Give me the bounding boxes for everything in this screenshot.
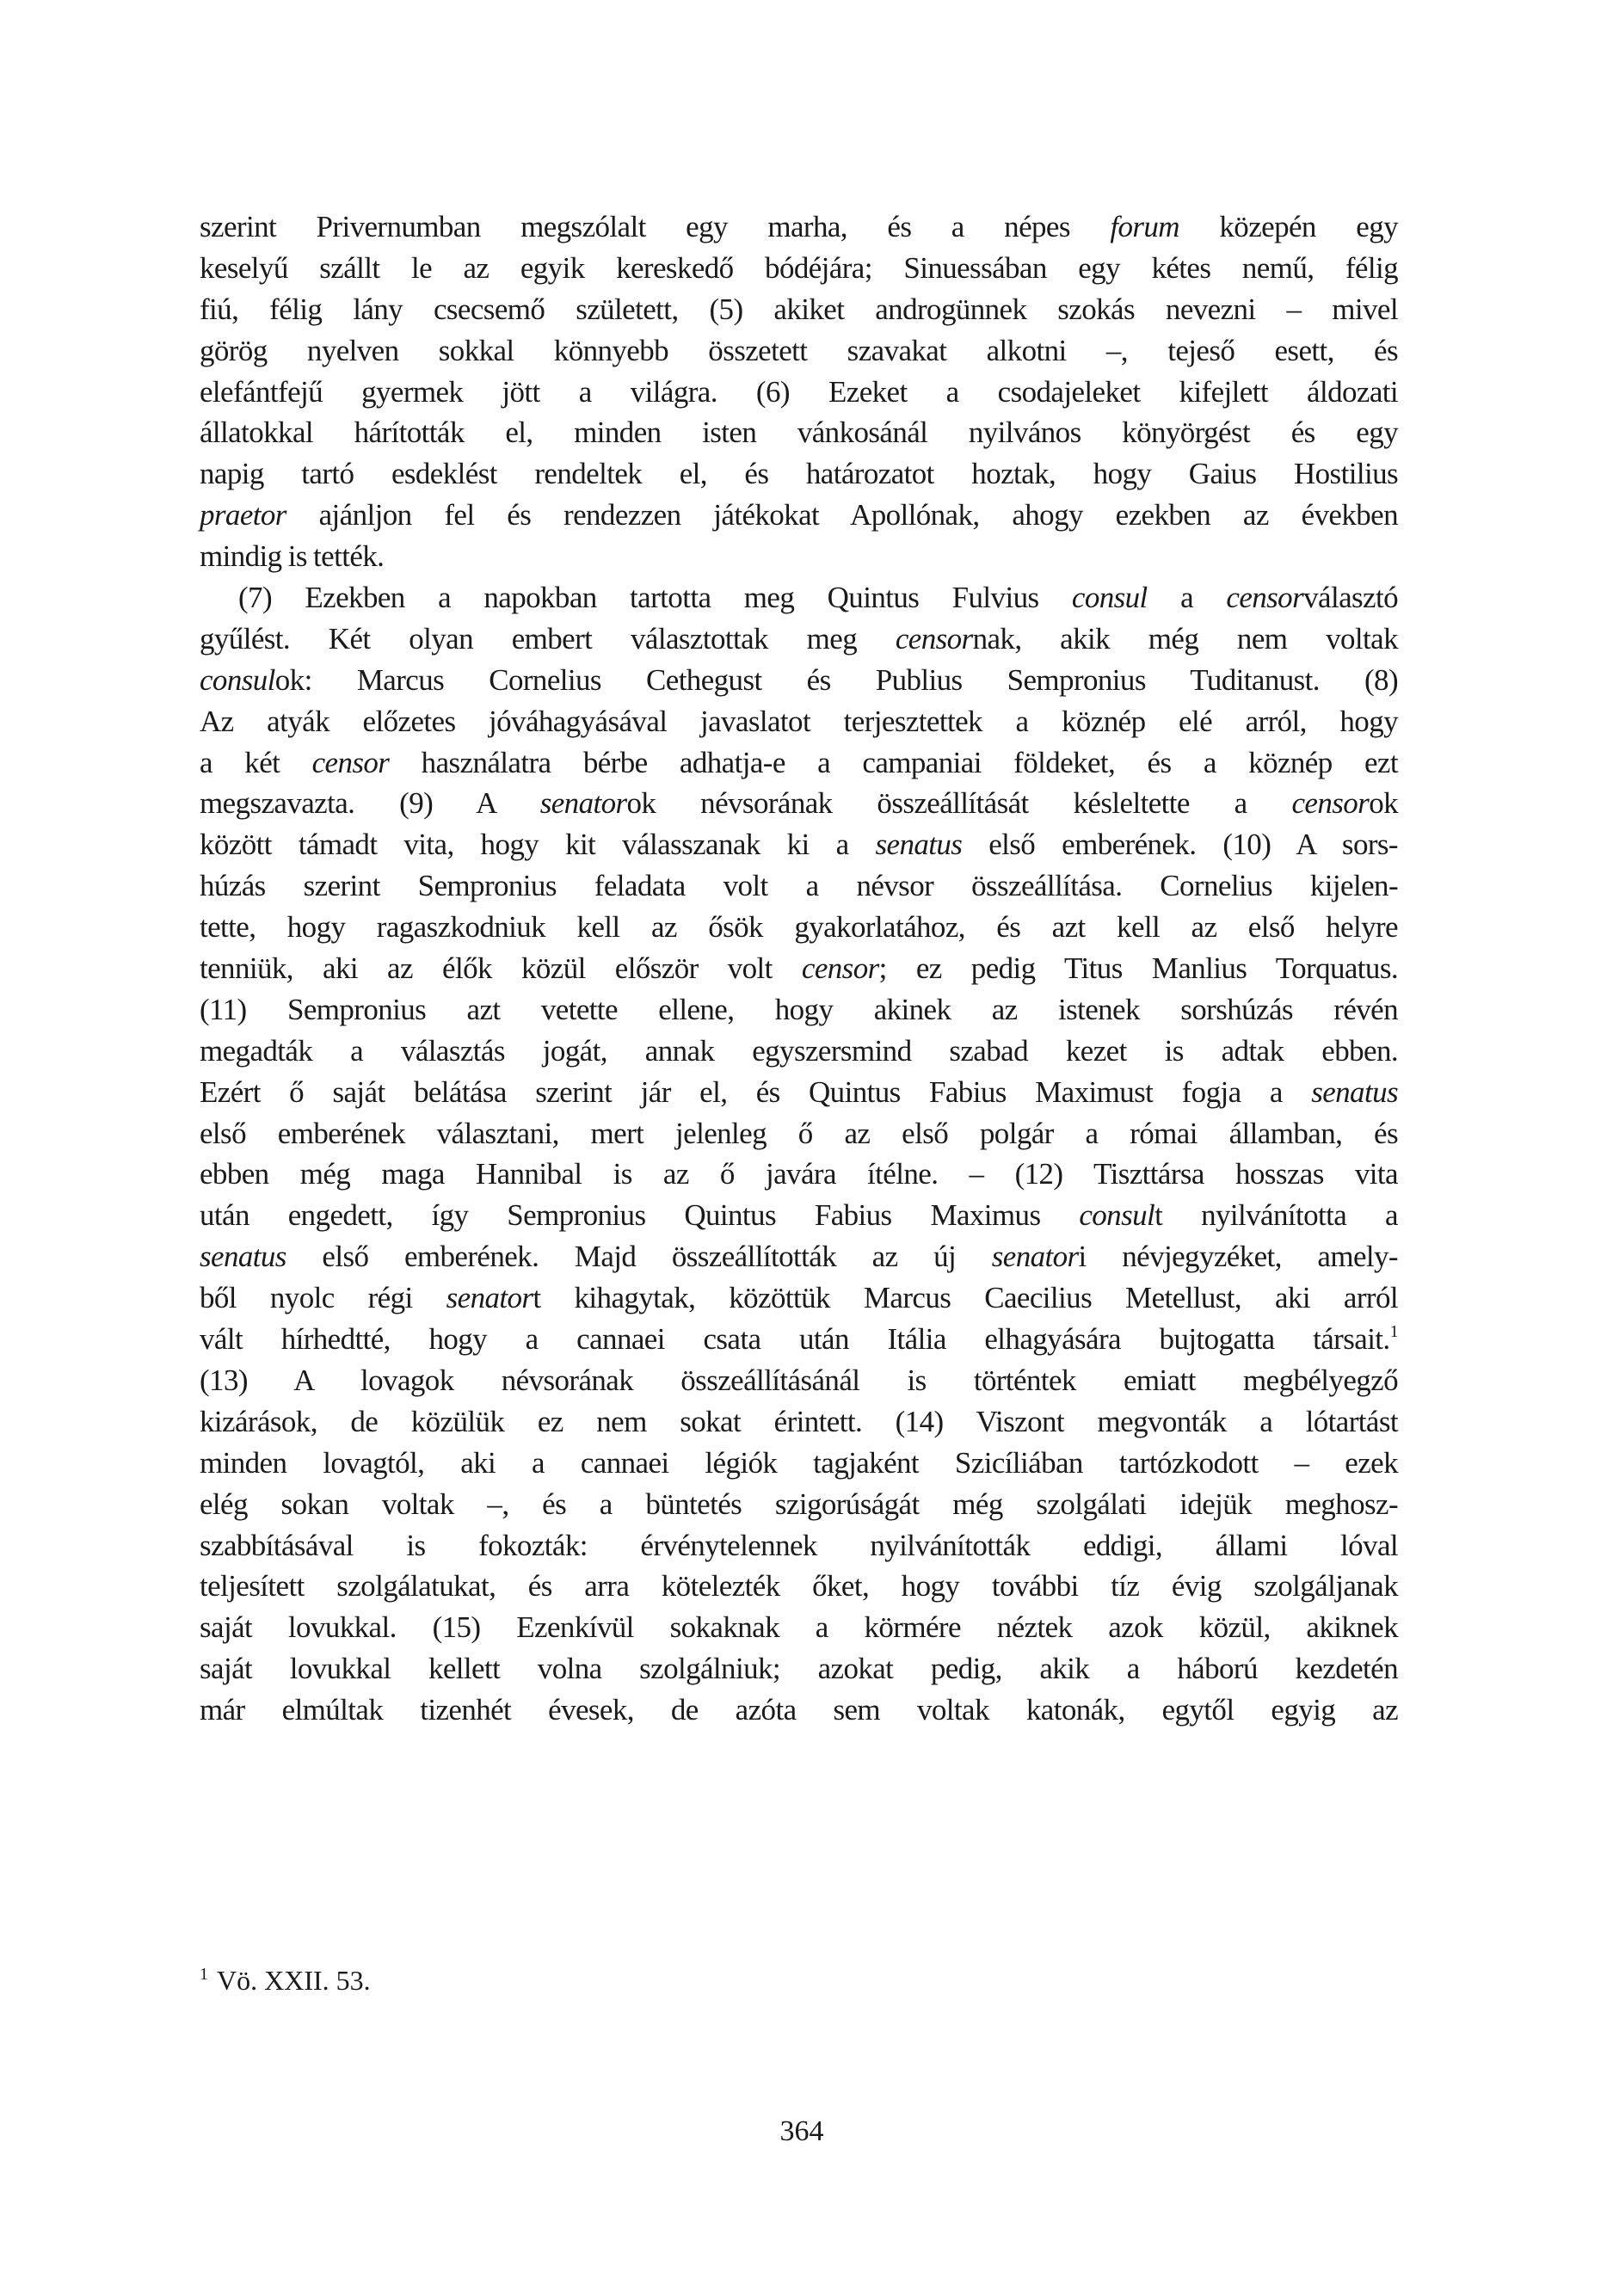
text-run: első emberének választani, mert jelenleg ő az első polgár a római államban, és <box>200 1116 1398 1150</box>
italic-term: senator <box>539 786 627 821</box>
italic-term: censor <box>311 745 390 779</box>
text-line <box>200 289 1398 330</box>
text-run: görög nyelven sokkal könnyebb összetett szavakat alkotni –, tejeső esett, és <box>200 333 1398 367</box>
text-run: választó <box>1303 581 1398 615</box>
text-line <box>200 1525 1398 1567</box>
text-run: közepén egy <box>1179 210 1398 243</box>
text-run: Az atyák előzetes jóváhagyásával javaslatot terjesztettek a köznép elé arról, hogy <box>200 704 1398 738</box>
italic-term: censor <box>1226 581 1304 615</box>
text-run: elég sokan voltak –, és a büntetés szigorúságát még szolgálati idejük meghosz- <box>200 1487 1398 1521</box>
text-line <box>200 453 1398 495</box>
text-run: i névjegyzéket, amely- <box>1078 1240 1398 1274</box>
italic-term: senatus <box>200 1240 286 1274</box>
text-run: első emberének. (10) A sors- <box>962 828 1398 862</box>
footnote <box>200 1963 371 1997</box>
text-line <box>200 1236 1398 1277</box>
text-line <box>200 330 1398 372</box>
text-line <box>200 1195 1398 1236</box>
text-line <box>200 412 1398 453</box>
italic-term: forum <box>1110 210 1179 243</box>
italic-term: censor <box>801 951 879 986</box>
text-line <box>200 1484 1398 1525</box>
text-run: szerint Privernumban megszólalt egy marha, és a népes <box>200 210 1111 243</box>
text-run: után engedett, így Sempronius Quintus Fabius Maximus <box>200 1198 1080 1233</box>
text-line <box>200 742 1398 784</box>
text-line <box>200 907 1398 948</box>
text-line <box>200 948 1398 989</box>
text-run: ok névsorának összeállítását késleltette a <box>626 786 1292 821</box>
text-run: teljesített szolgálatukat, és arra kötelezték őket, hogy további tíz évig szolgáljanak <box>200 1569 1398 1604</box>
italic-term: consul <box>1071 581 1148 615</box>
text-run: Ezért ő saját belátása szerint jár el, és Quintus Fabius Maximust fogja a <box>200 1074 1312 1109</box>
italic-term: senatus <box>1311 1074 1398 1109</box>
text-run: a <box>1147 581 1227 615</box>
text-line <box>200 783 1398 824</box>
italic-term: consul <box>1079 1198 1155 1233</box>
paragraph <box>200 577 1398 1731</box>
text-line <box>200 1319 1398 1360</box>
text-run: t kihagytak, közöttük Marcus Caecilius Metellust, aki arról <box>533 1281 1398 1315</box>
text-run: ok: Marcus Cornelius Cethegust és Publius Sempronius Tuditanust. (8) <box>274 662 1398 697</box>
text-run: minden lovagtól, aki a cannaei légiók tagjaként Szicíliában tartózkodott – ezek <box>200 1445 1398 1480</box>
text-run: saját lovukkal. (15) Ezenkívül sokaknak a körmére néztek azok közül, akiknek <box>200 1610 1398 1645</box>
text-run: már elmúltak tizenhét évesek, de azóta sem voltak katonák, egytől egyig az <box>200 1693 1398 1727</box>
text-run: (11) Sempronius azt vetette ellene, hogy akinek az istenek sorshúzás révén <box>200 992 1398 1026</box>
text-line <box>200 1277 1398 1319</box>
italic-term: praetor <box>200 498 286 532</box>
text-line <box>200 536 1398 577</box>
text-line <box>200 1154 1398 1195</box>
italic-term: senatus <box>875 828 963 862</box>
italic-term: senator <box>446 1281 533 1315</box>
text-run: (13) A lovagok névsorának összeállításánál is történtek emiatt megbélyegző <box>200 1363 1398 1397</box>
text-run: gyűlést. Két olyan embert választottak meg <box>200 621 896 656</box>
text-run: kizárások, de közülük ez nem sokat érintett. (14) Viszont megvonták a lótartást <box>200 1404 1398 1438</box>
text-line <box>200 1360 1398 1401</box>
text-line <box>200 1648 1398 1690</box>
text-run: első emberének. Majd összeállították az új <box>286 1240 992 1274</box>
text-run: ; ez pedig Titus Manlius Torquatus. <box>878 951 1398 986</box>
text-line <box>200 1401 1398 1443</box>
text-line <box>200 577 1398 619</box>
text-run: szabbításával is fokozták: érvénytelennek nyilvánították eddigi, állami lóval <box>200 1528 1398 1562</box>
text-run: keselyű szállt le az egyik kereskedő bódéjára; Sinuessában egy kétes nemű, félig <box>200 250 1398 285</box>
text-line <box>200 1443 1398 1484</box>
text-line <box>200 989 1398 1031</box>
text-line <box>200 619 1398 660</box>
text-run: ből nyolc régi <box>200 1281 446 1315</box>
italic-term: senator <box>991 1240 1079 1274</box>
text-line <box>200 1031 1398 1072</box>
text-run: nak, akik még nem voltak <box>972 621 1398 656</box>
text-line <box>200 495 1398 536</box>
page-number <box>0 2114 1607 2149</box>
text-line <box>200 1607 1398 1648</box>
text-line <box>200 660 1398 701</box>
text-line <box>200 372 1398 413</box>
text-run: napig tartó esdeklést rendeltek el, és határozatot hoztak, hogy Gaius Hostilius <box>200 457 1398 491</box>
text-run: tette, hogy ragaszkodniuk kell az ősök gyakorlatához, és azt kell az első helyre <box>200 910 1398 945</box>
text-run: t nyilvánította a <box>1154 1198 1398 1233</box>
text-run: megszavazta. (9) A <box>200 786 540 821</box>
italic-term: censor <box>1291 786 1370 821</box>
text-line <box>200 824 1398 865</box>
text-run: ebben még maga Hannibal is az ő javára ítélne. – (12) Tiszttársa hosszas vita <box>200 1157 1398 1191</box>
text-line <box>200 1113 1398 1154</box>
text-line <box>200 248 1398 289</box>
text-run: elefántfejű gyermek jött a világra. (6) Ezeket a csodajeleket kifejlett áldozati <box>200 374 1398 409</box>
footnote-reference: 1 <box>1389 1322 1398 1342</box>
text-run: között támadt vita, hogy kit válasszanak ki a <box>200 828 876 862</box>
footnote-text: Vö. XXII. 53. <box>217 1965 371 1996</box>
text-run: tenniük, aki az élők közül először volt <box>200 951 802 986</box>
page-number-text: 364 <box>779 2115 824 2147</box>
main-text-block <box>200 206 1398 1731</box>
text-run: megadták a választás jogát, annak egyszersmind szabad kezet is adtak ebben. <box>200 1033 1398 1068</box>
text-line <box>200 1690 1398 1731</box>
italic-term: censor <box>895 621 973 656</box>
text-run: állatokkal hárították el, minden isten vánkosánál nyilvános könyörgést és egy <box>200 415 1398 450</box>
text-line <box>200 206 1398 248</box>
text-run: fiú, félig lány csecsemő született, (5) akiket androgünnek szokás nevezni – mivel <box>200 292 1398 326</box>
italic-term: consul <box>200 662 275 697</box>
text-run: a két <box>200 745 312 779</box>
text-run: vált hírhedtté, hogy a cannaei csata után Itália elhagyására bujtogatta társait. <box>200 1322 1390 1357</box>
text-run: (7) Ezekben a napokban tartotta meg Quintus Fulvius <box>238 581 1072 615</box>
text-run: saját lovukkal kellett volna szolgálniuk; azokat pedig, akik a háború kezdetén <box>200 1652 1398 1686</box>
text-run: mindig is tették. <box>200 539 385 574</box>
text-line <box>200 865 1398 907</box>
text-run: húzás szerint Sempronius feladata volt a névsor összeállítása. Cornelius kijelen- <box>200 869 1398 903</box>
text-line <box>200 701 1398 742</box>
text-run: használatra bérbe adhatja-e a campaniai földeket, és a köznép ezt <box>389 745 1398 779</box>
text-line <box>200 1072 1398 1113</box>
text-line <box>200 1566 1398 1607</box>
text-run: ok <box>1369 786 1398 821</box>
text-run: ajánljon fel és rendezzen játékokat Apollónak, ahogy ezekben az években <box>286 498 1398 532</box>
footnote-marker: 1 <box>200 1965 208 1984</box>
paragraph <box>200 206 1398 577</box>
